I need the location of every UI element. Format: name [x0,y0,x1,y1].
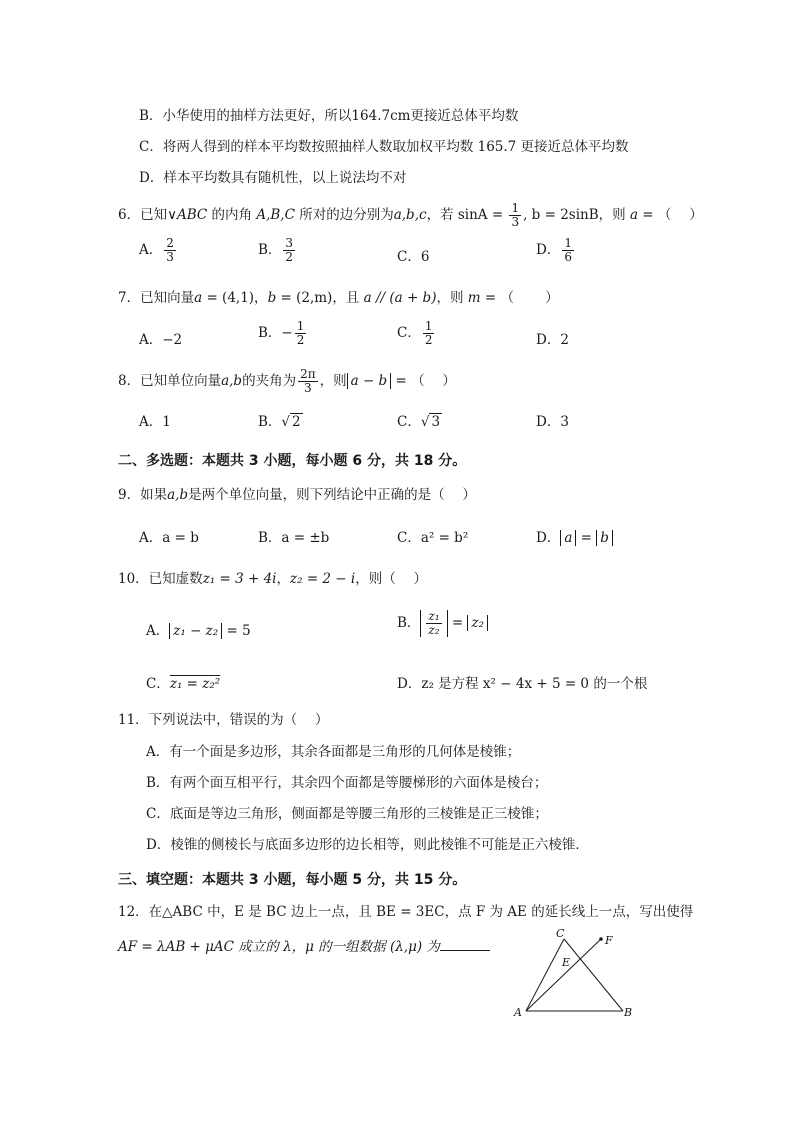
q6-a-label: A． [139,242,163,258]
q10-b-eq: = [447,615,468,631]
q8-text-2: ，则 [319,373,347,389]
point-f [599,937,603,941]
q6-stem [118,202,703,229]
q7-option-b [258,320,308,347]
q8-text-1: 的夹角为 [242,373,297,389]
section-2-heading: 二、多选题：本题共 3 小题，每小题 6 分，共 18 分。 [118,453,467,469]
q10-b-den: z₂ [428,623,440,637]
q10-option-c [146,672,220,692]
q6-b-den: 2 [285,250,294,264]
label-f: F [605,934,613,947]
q6-option-a [139,237,178,264]
q7-c-label: C． [397,325,421,341]
q9-d-label: D． [536,530,561,546]
q11-option-d: D．棱锥的侧棱长与底面多边形的边长相等，则此棱锥不可能是正六棱锥． [146,837,589,853]
q7-c-den: 2 [424,333,433,347]
q8-angle-fraction [298,368,318,395]
edge-ac [526,939,564,1011]
q10-b-rhs: z₂ [467,615,488,631]
q8-option-b: B．√ 2 [258,414,301,430]
q10-d-label: D． [397,676,422,692]
q6-b-label: B． [258,242,282,258]
q8-prefix: 8．已知单位向量 [118,373,222,389]
q7-eq-2: = (2,m)，且 [276,290,360,306]
label-c: C [556,927,565,940]
q10-b-label: B． [397,615,421,631]
label-e: E [562,956,571,969]
q7-text-3: ，则 [436,290,468,306]
q7-eq-1: = (4,1)， [202,290,268,306]
q10-b-num: z₁ [428,609,440,623]
q7-vec-a: a [194,290,203,306]
q8-angle-den: 3 [304,381,312,395]
q7-b-label: B．− [258,325,293,341]
q12-triangle-figure [508,920,638,1020]
q6-prefix: 6．已知∨ [118,207,177,223]
q6-text-4: , b = 2sinB，则 [523,207,630,223]
q6-text-5: = （ ） [638,207,703,223]
q5-option-b: B．小华使用的抽样方法更好，所以164.7cm更接近总体平均数 [139,108,519,124]
q5-option-d: D．样本平均数具有随机性，以上说法均不对 [139,170,407,186]
label-b: B [624,1006,633,1019]
q9-text-1: 是两个单位向量，则下列结论中正确的是（ ） [188,487,476,503]
q10-sep: ， [276,571,290,587]
q6-text-2: 所对的边分别为 [294,207,394,223]
q9-d-left-abs: a [560,530,576,546]
q11-option-a: A．有一个面是多边形，其余各面都是三角形的几何体是棱锥； [146,744,521,760]
q6-d-den: 6 [564,250,572,264]
q6-var: a [629,207,639,223]
q10-c-label: C． [146,676,170,692]
q6-option-c: C．6 [397,249,430,265]
q9-option-b: B．a = ±b [258,530,330,546]
q9-vectors: a,b [167,487,189,503]
edge-cb [564,939,623,1011]
q9-option-c: C．a² = b² [397,530,469,546]
q10-option-d [397,672,647,692]
q9-option-d [536,526,613,546]
q10-b-abs [420,610,447,637]
q6-d-label: D． [536,242,561,258]
q6-option-b [258,237,297,264]
q6-d-fraction [562,237,574,264]
q7-relation: a // (a + b) [359,290,437,306]
q6-cond-fraction [509,202,521,229]
q12-answer-blank[interactable] [440,938,490,951]
q6-a-num: 2 [166,236,174,250]
q6-text-1: 的内角 [207,207,257,223]
q12-stem-line-2 [118,935,490,955]
q10-a-label: A． [146,623,170,639]
q7-c-num: 1 [424,319,433,333]
q10-option-a [146,619,251,639]
q8-b-radicand: 2 [292,414,301,430]
label-a: A [514,1006,522,1019]
q7-b-fraction [295,320,307,347]
q10-z1: z₁ = 3 + 4i [202,571,277,587]
q5-option-c: C．将两人得到的样本平均数按照抽样人数取加权平均数 165.7 更接近总体平均数 [139,139,629,155]
q6-option-d [536,237,576,264]
q10-stem [118,567,427,587]
q12-stem-line-1: 12．在△ABC 中，E 是 BC 边上一点，且 BE = 3EC，点 F 为 AE 的延长线上一点，写出使得 [118,904,694,920]
q10-b-fraction [426,610,441,637]
q8-option-d: D．3 [536,414,569,430]
q6-cond-den: 3 [511,215,520,229]
q10-z2: z₂ = 2 − i [290,571,356,587]
q7-stem [118,286,559,306]
q10-prefix: 10．已知虚数 [118,571,203,587]
q6-a-fraction [164,237,176,264]
q7-b-den: 2 [296,333,305,347]
q7-option-a: A．−2 [139,332,183,348]
q8-abs-expression: a − b [347,373,392,389]
q10-a-rhs: = 5 [222,623,251,639]
q6-d-num: 1 [564,236,572,250]
q9-stem [118,483,476,503]
q10-text-1: ，则（ ） [355,571,428,587]
q9-d-right-abs: b [596,530,613,546]
q10-c-expr: z₁ = z₂² [169,676,221,692]
q8-stem [118,368,456,395]
q7-prefix: 7．已知向量 [118,290,195,306]
q6-a-den: 3 [166,250,174,264]
q6-triangle: ABC [176,207,208,223]
q8-b-label: B． [258,414,282,430]
q7-var-m: m [467,290,481,306]
q7-c-fraction [423,320,435,347]
q6-cond-num: 1 [511,201,520,215]
q10-d-text: z₂ 是方程 x² − 4x + 5 = 0 的一个根 [421,676,648,692]
line-af [526,939,601,1011]
q7-text-4: = （ ） [480,290,559,306]
q10-option-b [397,610,488,637]
q12-line-2-text: AF = λAB + μAC 成立的 λ，μ 的一组数据 (λ,μ) 为 [118,939,440,955]
q6-b-num: 3 [285,236,294,250]
q8-c-radicand: 3 [431,414,441,430]
q7-b-num: 1 [296,319,305,333]
q7-option-c [397,320,436,347]
q11-stem: 11．下列说法中，错误的为（ ） [118,712,329,728]
q8-option-a: A．1 [139,414,171,430]
q8-angle-num: 2π [300,367,316,381]
q7-option-d: D．2 [536,332,569,348]
q9-option-a: A．a = b [139,530,199,546]
q8-text-3: = （ ） [391,373,456,389]
q9-d-eq: = [576,530,597,546]
q11-option-b: B．有两个面互相平行，其余四个面都是等腰梯形的六面体是棱台； [146,775,548,791]
q6-text-3: ，若 sinA = [426,207,508,223]
q6-angles: A,B,C [256,207,295,223]
q8-vectors: a,b [221,373,243,389]
section-3-heading: 三、填空题：本题共 3 小题，每小题 5 分，共 15 分。 [118,872,467,888]
q9-prefix: 9．如果 [118,487,168,503]
q8-option-c: C．√ 3 [397,414,441,430]
q6-sides: a,b,c [393,207,427,223]
q8-c-label: C． [397,414,421,430]
q10-a-abs: z₁ − z₂ [169,623,222,639]
q6-b-fraction [283,237,295,264]
q11-option-c: C．底面是等边三角形，侧面都是等腰三角形的三棱锥是正三棱锥； [146,806,548,822]
q7-vec-b: b [267,290,277,306]
